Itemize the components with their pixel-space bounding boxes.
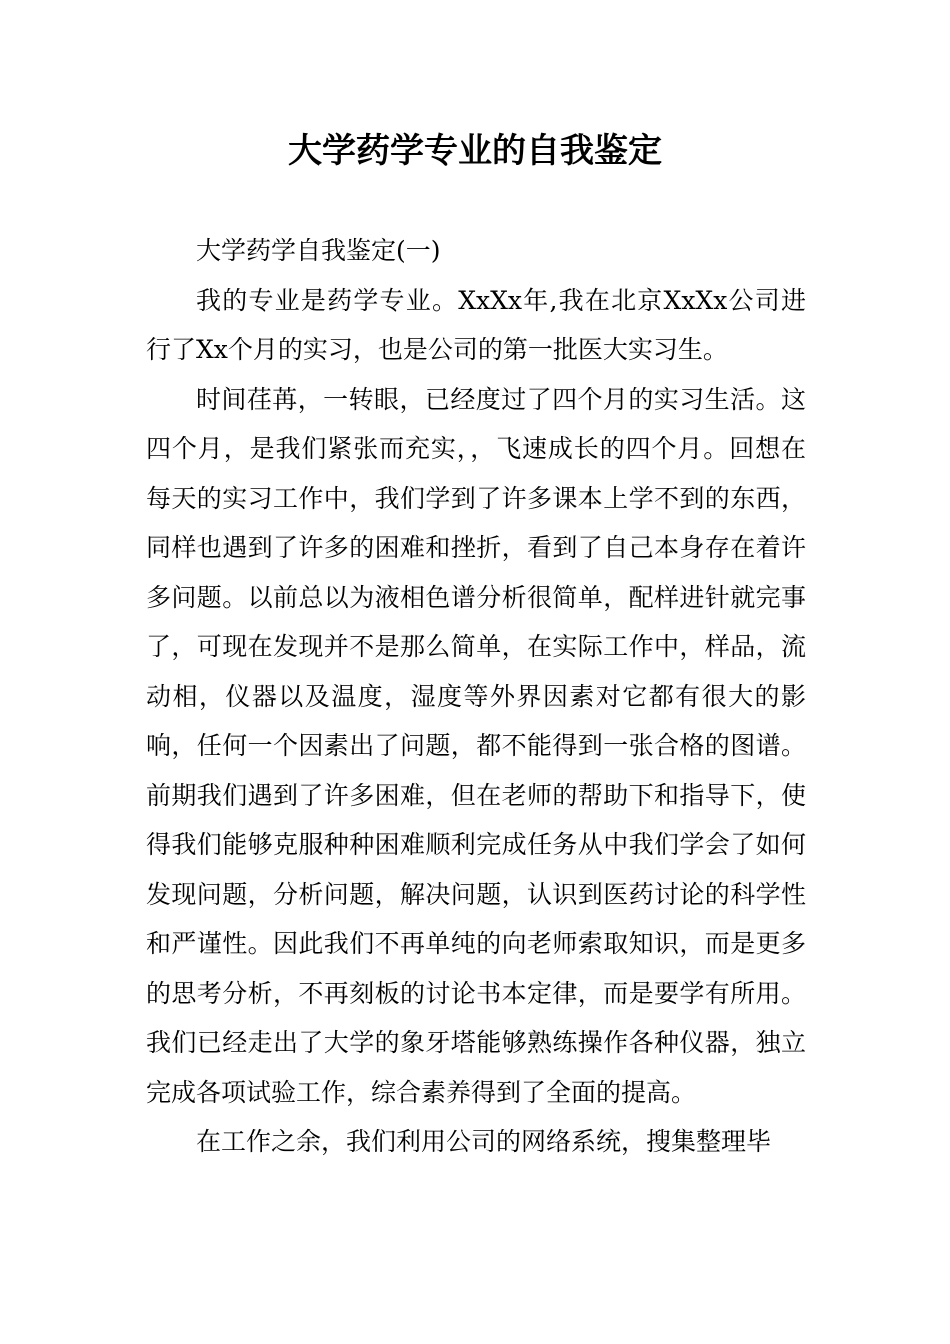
paragraph-internship: 时间荏苒，一转眼，已经度过了四个月的实习生活。这四个月，是我们紧张而充实，，飞速成长的四个月。回想在每天的实习工作中，我们学到了许多课本上学不到的东西，同样也遇到了许多的困难和挫折，看到了自己本身存在着许多问题。以前总以为液相色谱分析很简单，配样进针就完事了，可现在发现并不是那么简单，在实际工作中，样品，流动相，仪器以及温度，湿度等外界因素对它都有很大的影响，任何一个因素出了问题，都不能得到一张合格的图谱。前期我们遇到了许多困难，但在老师的帮助下和指导下，使得我们能够克服种种困难顺利完成任务从中我们学会了如何发现问题，分析问题，解决问题，认识到医药讨论的科学性和严谨性。因此我们不再单纯的向老师索取知识，而是更多的思考分析，不再刻板的讨论书本定律，而是要学有所用。我们已经走出了大学的象牙塔能够熟练操作各种仪器，独立完成各项试验工作，综合素养得到了全面的提高。 — [146, 384, 806, 1107]
paragraph-after-work: 在工作之余，我们利用公司的网络系统，搜集整理毕 — [196, 1127, 772, 1156]
paragraph-intro: 我的专业是药学专业。XxXx年,我在北京XxXx公司进行了Xx个月的实习，也是公司的第一批医大实习生。 — [146, 285, 806, 364]
document-body — [146, 226, 806, 1167]
paragraph-subtitle: 大学药学自我鉴定(一) — [196, 236, 441, 265]
document-title: 大学药学专业的自我鉴定 — [288, 131, 662, 171]
